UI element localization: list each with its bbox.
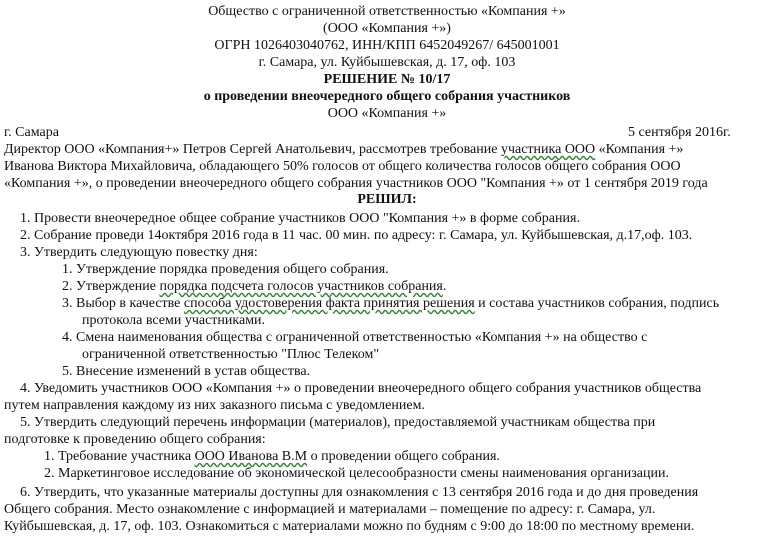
city: г. Самара [4, 125, 59, 140]
agenda-item-2-underlined: порядка подсчета голосов участников собрания [159, 279, 443, 294]
materials-item-1-end: о проведении общего собрания. [307, 449, 500, 464]
item-5-line-2: подготовке к проведению общего собрания: [4, 432, 266, 447]
item-6-line-3: Куйбышевская, д. 17, оф. 103. Ознакомиться с материалами можно по будням с 9:00 до 18:00 по местному времени. [4, 519, 695, 534]
agenda-item-3-end: и состава участников собрания, подпись [474, 296, 720, 311]
materials-item-1 [44, 448, 774, 465]
org-short-name: (ООО «Компания +») [323, 21, 451, 36]
decision-title: РЕШЕНИЕ № 10/17 [323, 72, 451, 87]
materials-item-1-text: 1. Требование участника [44, 449, 195, 464]
agenda-item-2-text: 2. Утверждение [62, 279, 160, 294]
item-2: 2. Собрание проведи 14октября 2016 года в 11 час. 00 мин. по адресу: г. Самара, ул. Куйбышевская, д.17,оф. 103. [20, 228, 693, 243]
org-address: г. Самара, ул. Куйбышевская, д. 17, оф. 103 [258, 55, 516, 70]
intro-underlined-text: участника ООО [500, 142, 596, 157]
place-date-row [0, 124, 774, 141]
org-full-name: Общество с ограниченной ответственностью «Компания +» [208, 4, 566, 19]
intro-line-3: «Компания +», о проведении внеочередного общего собрания участников ООО "Компания +» от 1 сентября 2019 года [4, 176, 708, 191]
agenda-item-3-continued: протокола всеми участниками. [82, 313, 266, 328]
agenda-item-1: 1. Утверждение порядка проведения общего собрания. [62, 262, 389, 277]
intro-line-1 [4, 141, 774, 158]
decision-subject: о проведении внеочередного общего собрания участников [203, 89, 571, 104]
item-3-title: 3. Утвердить следующую повестку дня: [20, 245, 258, 260]
agenda-item-2 [62, 278, 774, 295]
materials-item-2: 2. Маркетинговое исследование об экономической целесообразности смены наименования организации. [44, 466, 669, 481]
item-1: 1. Провести внеочередное общее собрание участников ООО "Компания +» в форме собрания. [20, 211, 580, 226]
decision-subject-org: ООО «Компания +» [327, 106, 447, 121]
intro-text: Директор ООО «Компания+» Петров Сергей Анатольевич, рассмотрев требование [4, 142, 501, 157]
resolved-heading: РЕШИЛ: [357, 192, 417, 207]
item-4-line-2: путем направления каждому из них заказного письма с уведомлением. [4, 398, 425, 413]
item-6-line-1: 6. Утвердить, что указанные материалы доступны для ознакомления с 13 сентября 2016 года и до дня проведения [20, 485, 699, 500]
intro-text-end: «Компания +» [595, 142, 684, 157]
agenda-item-2-end: . [442, 279, 447, 294]
item-5-line-1: 5. Утвердить следующий перечень информации (материалов), предоставляемой участникам общества при [20, 415, 656, 430]
document-date: 5 сентября 2016г. [628, 125, 731, 140]
registration-numbers: ОГРН 1026403040762, ИНН/КПП 6452049267/ 645001001 [214, 38, 560, 53]
materials-item-1-underlined: ООО Иванова В.М [194, 449, 308, 464]
item-4-line-1: 4. Уведомить участников ООО «Компания +» о проведении внеочередного общего собрания участников общества [20, 381, 702, 396]
item-6-line-2: Общего собрания. Место ознакомление с информацией и материалами – помещение по адресу: г. Самара, ул. [4, 502, 656, 517]
agenda-item-3-underlined: способа удостоверения факта принятия решения [183, 296, 475, 311]
intro-line-2: Иванова Виктора Михайловича, обладающего 50% голосов от общего количества голосов общего собрания ООО [4, 159, 681, 174]
agenda-item-5: 5. Внесение изменений в устав общества. [62, 364, 311, 379]
agenda-item-3-text: 3. Выбор в качестве [62, 296, 184, 311]
agenda-item-4: 4. Смена наименования общества с ограниченной ответственностью «Компания +» на общество с [62, 330, 648, 345]
agenda-item-3 [62, 295, 774, 312]
agenda-item-4-continued: ограниченной ответственностью "Плюс Телеком" [82, 347, 380, 362]
